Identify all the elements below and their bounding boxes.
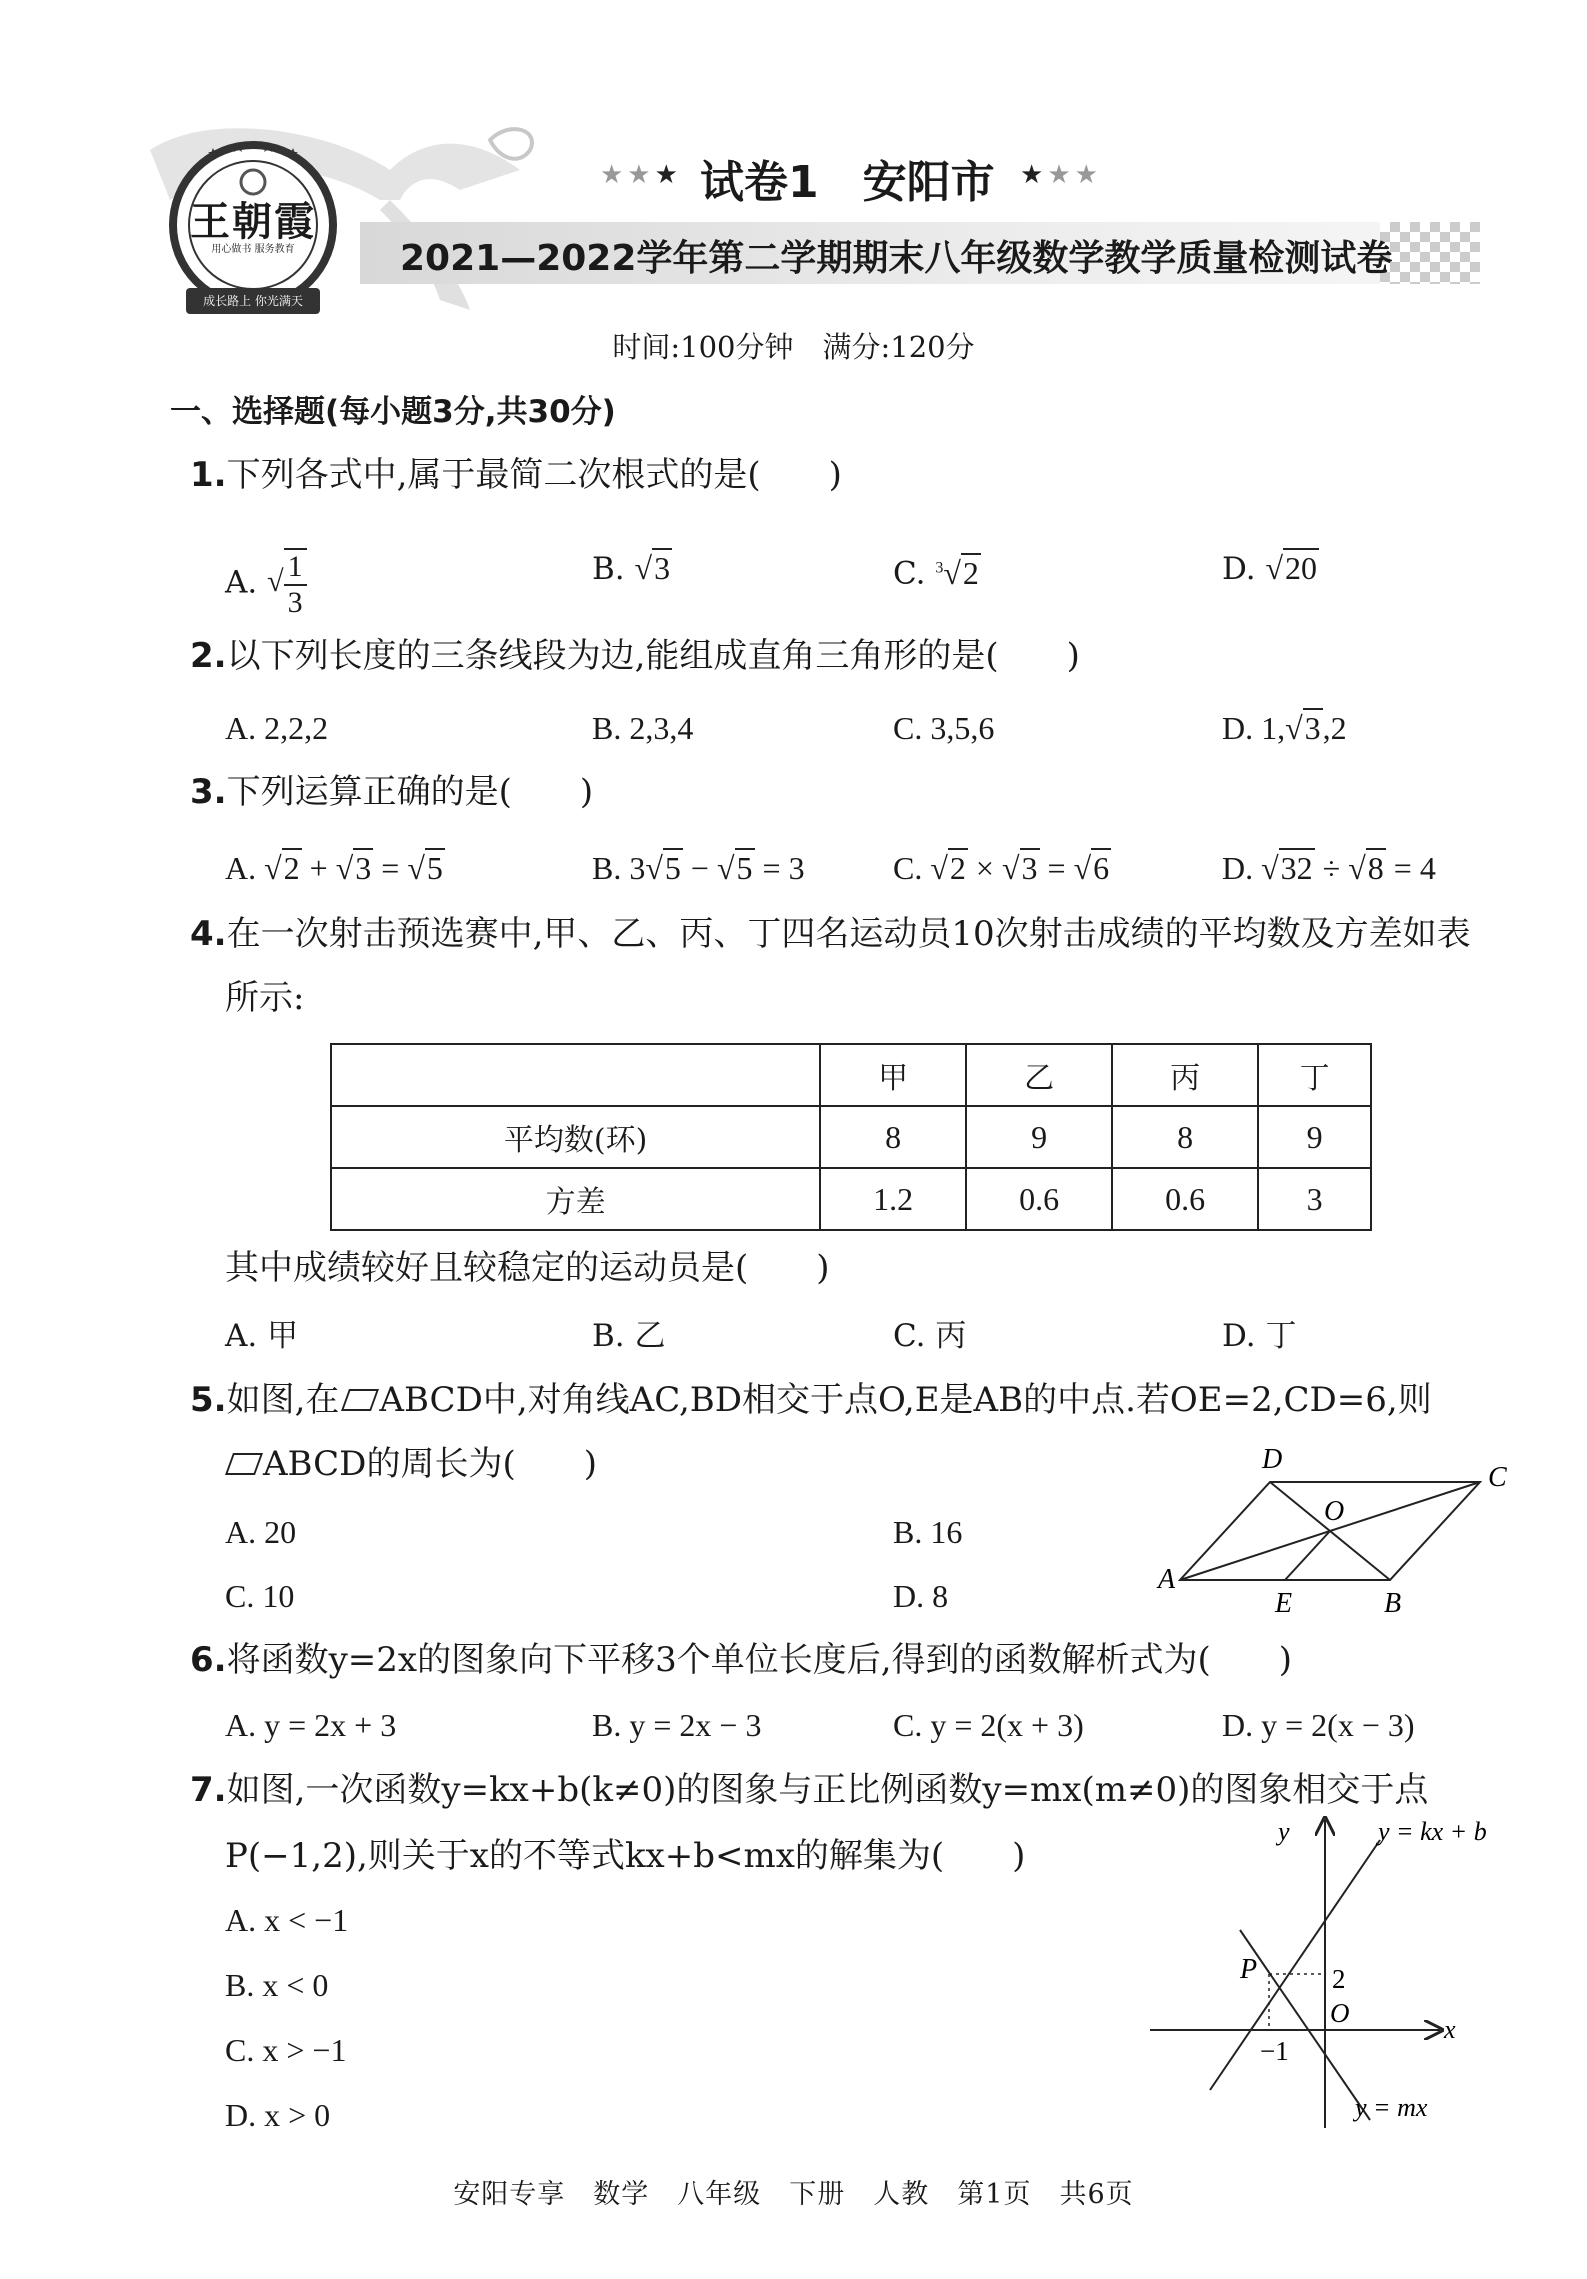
exam-info: 时间:100分钟 满分:120分 [612,330,975,364]
label-mx: y = mx [1355,2093,1428,2122]
label-y-axis: y [1278,1817,1290,1846]
logo-name: 王朝霞 [190,198,316,245]
title-stars-left: ★★★ [600,160,682,190]
q1-number: 1. [190,455,227,495]
q6-option-b: B. y = 2x − 3 [592,1707,762,1743]
paper-title: 试卷1 安阳市 [700,157,995,208]
q3-option-a: A. √2 + √3 = √5 [225,850,443,886]
label-origin: O [1330,1998,1350,2028]
title-band-checker [1380,222,1480,284]
q7-stem-cont: P(−1,2),则关于x的不等式kx+b<mx的解集为( ) [225,1836,1026,1876]
q2-option-b: B. 2,3,4 [592,710,694,746]
q5-stem-cont: ABCD的周长为( ) [225,1444,597,1484]
parallelogram-icon [225,1453,263,1475]
q6-stem: 6.将函数y=2x的图象向下平移3个单位长度后,得到的函数解析式为( ) [190,1640,1293,1680]
q4-followup: 其中成绩较好且较稳定的运动员是( ) [225,1248,830,1288]
q3-stem: 3.下列运算正确的是( ) [190,772,594,812]
label-kx-b: y = kx + b [1378,1817,1487,1846]
page-footer: 安阳专享 数学 八年级 下册 人教 第1页 共6页 [453,2179,1134,2210]
label-b: B [1384,1588,1402,1619]
q4-option-d: D. 丁 [1222,1318,1297,1354]
q5-option-c: C. 10 [225,1578,295,1614]
label-e: E [1275,1588,1293,1619]
main-title: 2021—2022学年第二学期期末八年级数学教学质量检测试卷 [400,238,1393,279]
q5-stem: 5.如图,在 ABCD中,对角线AC,BD相交于点O,E是AB的中点.若OE=2,CD=6,则 [190,1380,1432,1420]
q4-option-a: A. 甲 [225,1318,299,1354]
score-table [330,1043,1372,1231]
q4-stem-cont: 所示: [225,978,305,1018]
q1-option-b: B. √3 [592,550,671,587]
table-header-row: 甲 乙 丙 丁 [331,1044,1371,1106]
label-d: D [1262,1444,1283,1475]
q3-option-b: B. 3√5 − √5 = 3 [592,850,805,886]
q1-option-c: C. $^3$√2 [893,554,979,592]
q1-stem [190,455,842,495]
label-o: O [1324,1496,1345,1527]
line-mx [1240,1930,1370,2120]
q1-text: 下列各式中,属于最简二次根式的是( ) [226,455,842,495]
q7-option-c: C. x > −1 [225,2032,347,2068]
parallelogram-icon [341,1389,379,1411]
q7-option-a: A. x < −1 [225,1902,349,1938]
q7-function-graph [1140,1810,1500,2140]
q6-option-a: A. y = 2x + 3 [225,1707,397,1743]
q1-option-d: D. √20 [1222,550,1318,587]
q4-option-b: B. 乙 [592,1318,666,1354]
line-kx-b [1210,1840,1380,2090]
q2-option-c: C. 3,5,6 [893,710,995,746]
q2-stem: 2.以下列长度的三条线段为边,能组成直角三角形的是( ) [190,636,1080,676]
section-heading: 一、选择题(每小题3分,共30分) [170,394,616,430]
label-two: 2 [1332,1964,1346,1994]
q5-parallelogram-figure [1150,1440,1520,1625]
q1-option-a: A. √ $\frac{1}{3}$ [225,548,307,620]
label-x-axis: x [1444,2015,1456,2044]
q5-option-b: B. 16 [893,1514,963,1550]
label-p: P [1240,1954,1258,1985]
logo-tagline: 用心做书 服务教育 [211,244,295,255]
table-row: 方差 1.2 0.6 0.6 3 [331,1168,1371,1230]
label-c: C [1488,1462,1507,1493]
q5-option-d: D. 8 [893,1578,949,1614]
q4-option-c: C. 丙 [893,1318,967,1354]
q7-option-b: B. x < 0 [225,1967,329,2003]
q5-option-a: A. 20 [225,1514,297,1550]
q7-stem: 7.如图,一次函数y=kx+b(k≠0)的图象与正比例函数y=mx(m≠0)的图象相交于点 [190,1770,1429,1810]
q4-stem: 4.在一次射击预选赛中,甲、乙、丙、丁四名运动员10次射击成绩的平均数及方差如表 [190,914,1471,954]
q6-option-c: C. y = 2(x + 3) [893,1707,1084,1743]
q7-option-d: D. x > 0 [225,2097,331,2133]
q2-option-a: A. 2,2,2 [225,710,329,746]
label-neg-one: −1 [1260,2036,1289,2066]
q6-option-d: D. y = 2(x − 3) [1222,1707,1415,1743]
q3-option-d: D. √32 ÷ √8 = 4 [1222,850,1436,886]
q2-option-d: D. 1,√3,2 [1222,710,1347,746]
q3-option-c: C. √2 × √3 = √6 [893,850,1110,886]
title-stars-right: ★★★ [1020,160,1102,190]
table-row: 平均数(环) 8 9 8 9 [331,1106,1371,1168]
logo-band-text: 成长路上 你光满天 [203,294,303,308]
label-a: A [1158,1564,1176,1595]
